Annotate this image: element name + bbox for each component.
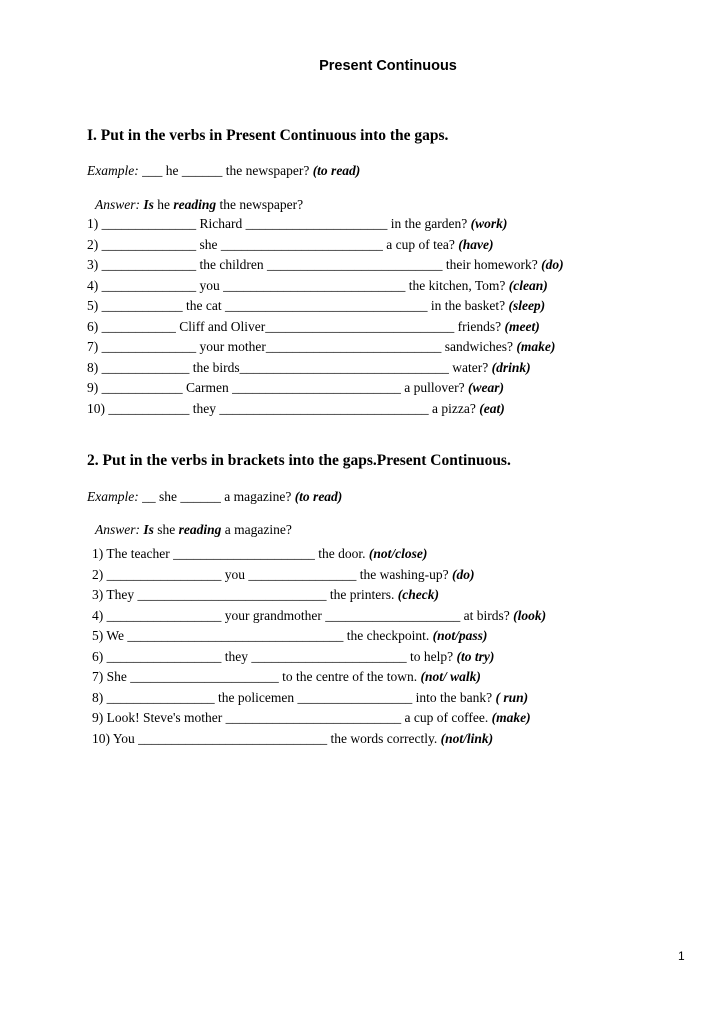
exercise-item [92, 565, 546, 586]
exercise-text: 1) The teacher _____________________ the door. [92, 546, 369, 561]
exercise-item [87, 399, 564, 420]
verb-hint: (have) [458, 236, 494, 252]
exercise-text: 6) _________________ they _______________________ to help? [92, 648, 457, 664]
exercise-item [87, 296, 564, 317]
exercise-item [92, 667, 546, 688]
verb-hint: (clean) [508, 277, 548, 293]
verb-hint: (not/ walk) [420, 669, 481, 684]
exercise-item [87, 378, 564, 399]
page-number: 1 [678, 949, 685, 963]
verb-hint: (do) [541, 257, 564, 272]
section2-heading: 2. Put in the verbs in brackets into the gaps.Present Continuous. [87, 452, 511, 469]
answer-word-2: reading [173, 197, 217, 212]
section1-example [87, 163, 360, 179]
exercise-item [87, 358, 564, 379]
exercise-item [92, 585, 546, 606]
exercise-text: 7) She ______________________ to the centre of the town. [92, 669, 421, 684]
exercise-text: 1) ______________ Richard _____________________ in the garden? [87, 216, 471, 231]
verb-hint: (check) [397, 587, 439, 602]
answer-word-2: reading [178, 522, 222, 537]
section1-exercise-list [87, 214, 564, 419]
verb-hint: (to try) [456, 648, 495, 664]
example-hint: (to read) [294, 489, 343, 504]
answer-label: Answer: [95, 197, 140, 212]
answer-text-2: a magazine? [221, 522, 292, 537]
exercise-text: 7) ______________ your mother__________________________ sandwiches? [87, 339, 517, 354]
example-text: __ she ______ a magazine? [138, 489, 295, 504]
verb-hint: (make) [491, 710, 531, 725]
exercise-item [92, 729, 546, 750]
verb-hint: (not/link) [440, 730, 494, 746]
exercise-text: 6) ___________ Cliff and Oliver____________________________ friends? [87, 318, 505, 334]
verb-hint: (meet) [504, 318, 540, 334]
section2-exercise-list [92, 544, 546, 749]
exercise-item [87, 255, 564, 276]
answer-word-1: Is [143, 522, 154, 537]
answer-text-1: he [153, 197, 174, 212]
exercise-item [87, 214, 564, 235]
exercise-item [87, 337, 564, 358]
example-text: ___ he ______ the newspaper? [138, 163, 313, 178]
exercise-text: 10) You ____________________________ the words correctly. [92, 730, 441, 746]
verb-hint: (do) [451, 566, 475, 582]
verb-hint: (eat) [479, 400, 505, 416]
exercise-item [92, 544, 546, 565]
section2-answer [95, 522, 292, 538]
exercise-text: 8) _____________ the birds_______________________________ water? [87, 359, 492, 375]
verb-hint: (make) [516, 339, 556, 354]
exercise-text: 5) ____________ the cat ______________________________ in the basket? [87, 298, 509, 313]
verb-hint: ( run) [495, 689, 529, 705]
answer-text-2: the newspaper? [216, 197, 304, 212]
exercise-item [87, 317, 564, 338]
verb-hint: (not/close) [368, 546, 428, 561]
exercise-text: 3) ______________ the children __________________________ their homework? [87, 257, 542, 272]
answer-text-1: she [153, 522, 179, 537]
exercise-item [92, 647, 546, 668]
verb-hint: (sleep) [508, 298, 546, 313]
exercise-item [87, 276, 564, 297]
example-label: Example: [87, 163, 139, 178]
verb-hint: (drink) [491, 359, 531, 375]
exercise-text: 4) ______________ you ___________________________ the kitchen, Tom? [87, 277, 509, 293]
exercise-text: 2) _________________ you ________________ the washing-up? [92, 566, 452, 582]
section1-answer [95, 197, 303, 213]
example-label: Example: [87, 489, 139, 504]
verb-hint: (look) [513, 607, 547, 623]
exercise-text: 10) ____________ they _______________________________ a pizza? [87, 400, 480, 416]
example-hint: (to read) [312, 163, 361, 178]
answer-word-1: Is [143, 197, 154, 212]
verb-hint: (work) [470, 216, 508, 231]
page-title: Present Continuous [319, 58, 457, 74]
exercise-text: 5) We ________________________________ the checkpoint. [92, 628, 433, 643]
verb-hint: (not/pass) [432, 628, 488, 643]
exercise-text: 2) ______________ she ________________________ a cup of tea? [87, 236, 459, 252]
exercise-item [87, 235, 564, 256]
exercise-item [92, 606, 546, 627]
exercise-item [92, 708, 546, 729]
exercise-item [92, 688, 546, 709]
answer-label: Answer: [95, 522, 140, 537]
section2-example [87, 489, 342, 505]
exercise-text: 4) _________________ your grandmother ____________________ at birds? [92, 607, 514, 623]
exercise-item [92, 626, 546, 647]
exercise-text: 8) ________________ the policemen _________________ into the bank? [92, 689, 496, 705]
exercise-text: 3) They ____________________________ the printers. [92, 587, 398, 602]
verb-hint: (wear) [467, 380, 504, 395]
exercise-text: 9) ____________ Carmen _________________________ a pullover? [87, 380, 468, 395]
section1-heading: I. Put in the verbs in Present Continuous into the gaps. [87, 127, 449, 144]
exercise-text: 9) Look! Steve's mother __________________________ a cup of coffee. [92, 710, 492, 725]
